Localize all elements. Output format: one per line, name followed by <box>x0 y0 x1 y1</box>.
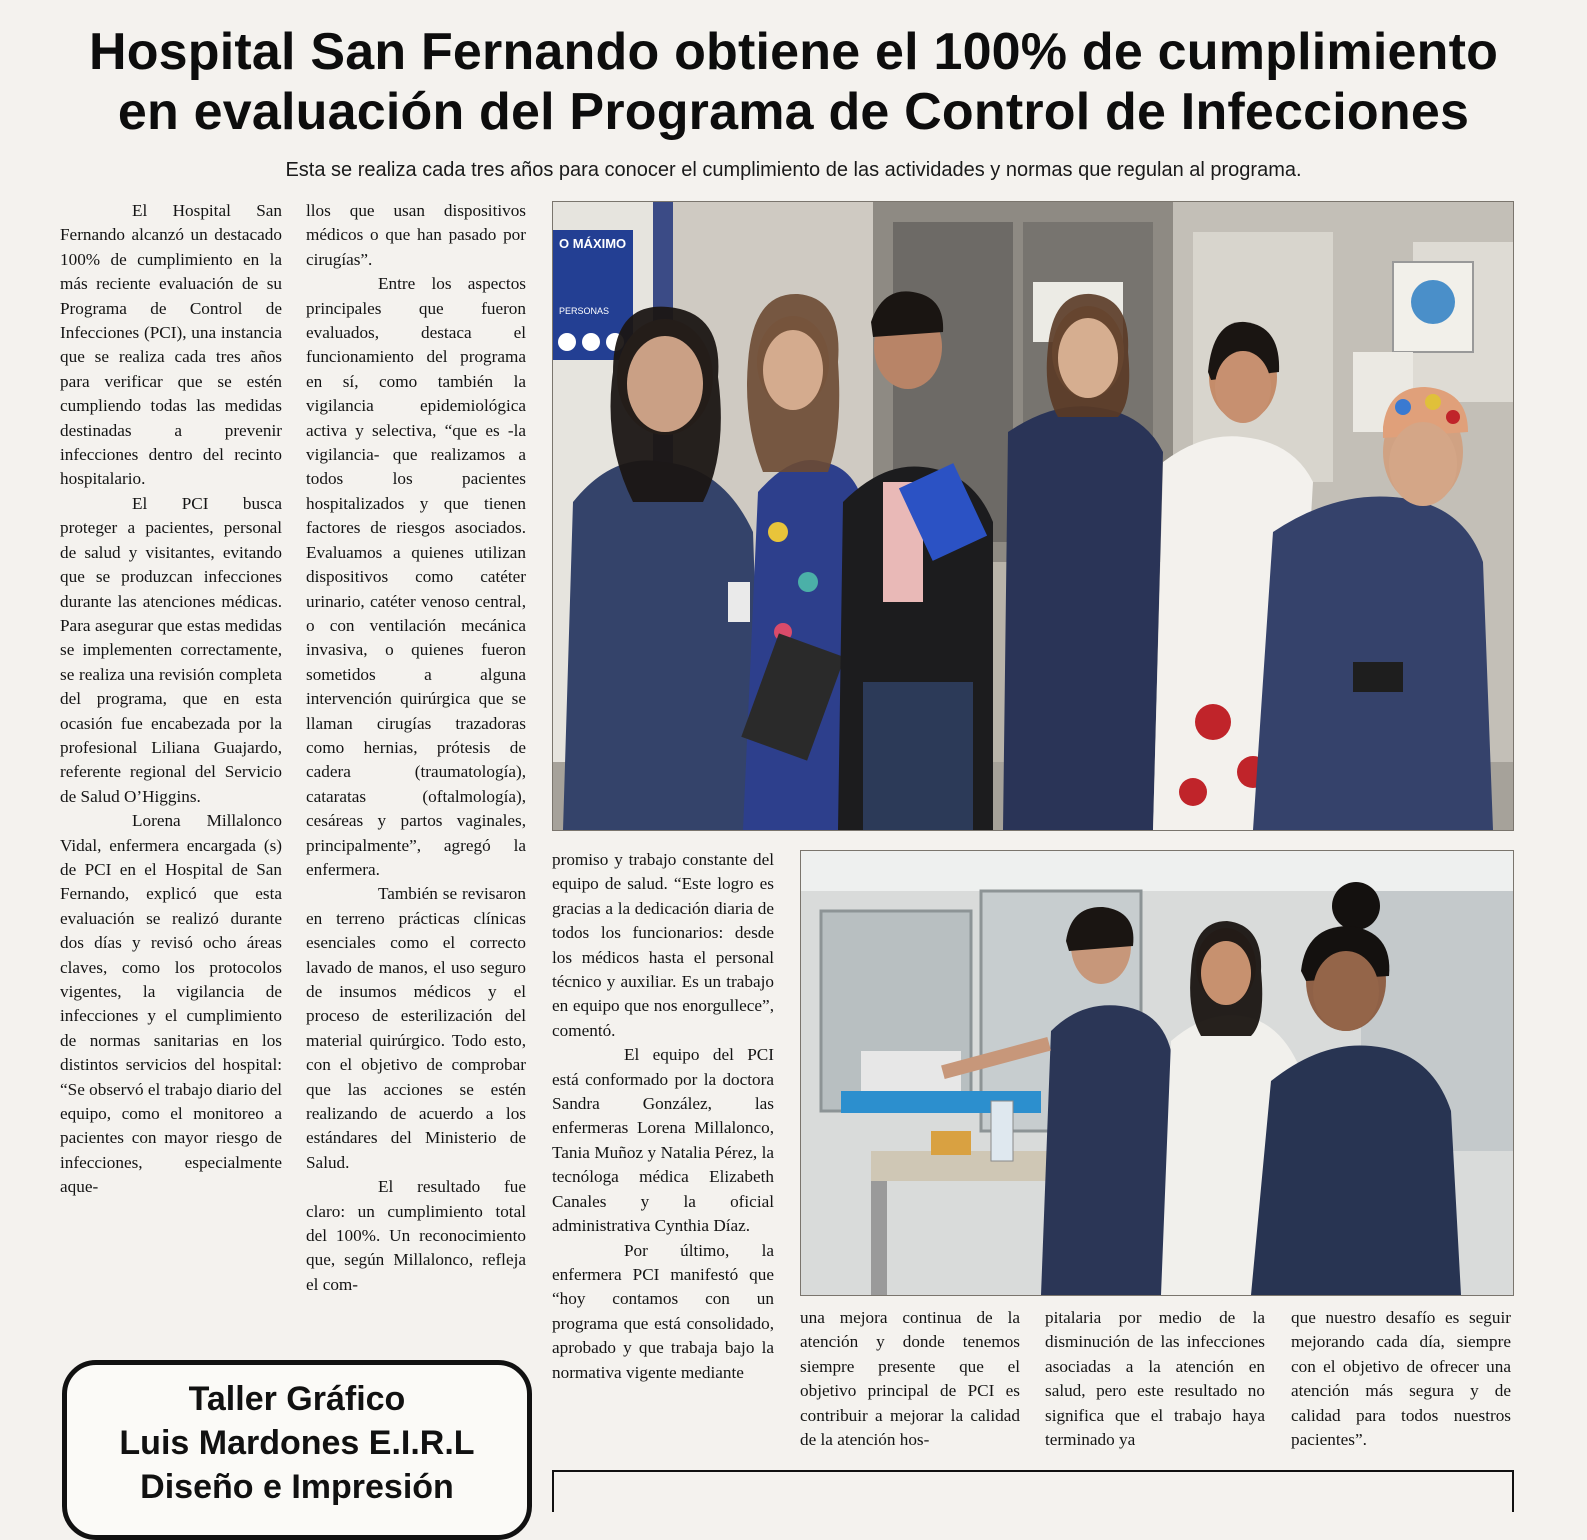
article-column-4: una mejora continua de la atención y donde tenemos siempre presente que el objetivo principal de PCI es contribuir a mejorar la calidad de la atención hos- <box>800 1308 1020 1450</box>
subheadline: Esta se realiza cada tres años para conocer el cumplimiento de las actividades y normas que regulan al programa. <box>285 159 1302 181</box>
evaluation-photo <box>800 850 1514 1296</box>
headline-line-2: en evaluación del Programa de Control de Infecciones <box>117 83 1470 141</box>
article-column-3 <box>552 848 774 1385</box>
bottom-ad-frame <box>552 1470 1514 1512</box>
ad-line-2: Luis Mardones E.I.R.L <box>119 1424 475 1462</box>
paragraph: El Hospital San Fernando alcanzó un destacado 100% de cumplimiento en la más reciente evaluación de su Programa de Control de Infecciones (PCI), una instancia que se realiza cada tres años para verificar que se estén cumpliendo todas las medidas destinadas a prevenir infecciones dentro del recinto hospitalario. <box>60 201 282 489</box>
evaluation-photo-art <box>801 851 1513 1295</box>
article-column-1 <box>60 199 282 1200</box>
ad-line-1: Taller Gráfico <box>188 1380 406 1418</box>
paragraph: El PCI busca proteger a pacientes, personal de salud y visitantes, evitando que se produzcan infecciones durante las atenciones médicas. Para asegurar que estas medidas se implementen correctamente, se realiza una revisión completa del programa, que en esta ocasión fue encabezada por la profesional Liliana Guajardo, referente regional del Servicio de Salud O’Higgins. <box>60 493 282 806</box>
sign-title: O MÁXIMO <box>559 236 627 251</box>
team-group-photo-art <box>553 202 1513 830</box>
sign-sub: PERSONAS <box>559 306 610 316</box>
paragraph: llos que usan dispositivos médicos o que han pasado por cirugías”. <box>306 201 526 269</box>
paragraph: promiso y trabajo constante del equipo de salud. “Este logro es gracias a la dedicación diaria de todos los funcionarios: desde los médicos hasta el personal técnico y auxiliar. Es un trabajo en equipo que nos enorgullece”, comentó. <box>552 850 774 1040</box>
paragraph: Entre los aspectos principales que fueron evaluados, destaca el funcionamiento del programa en sí, como también la vigilancia epidemiológica activa y selectiva, “que es -la vigilancia- que realizamos a todos los pacientes hospitalizados y que tienen factores de riesgos asociados. Evaluamos a quienes utilizan dispositivos como catéter urinario, catéter venoso central, o con ventilación mecánica invasiva, o quienes fueron sometidos a alguna intervención quirúrgica que se llaman cirugías trazadoras como hernias, prótesis de cadera (traumatología), cataratas (oftalmología), cesáreas y partos vaginales, principalmente”, agregó la enfermera. <box>306 274 526 879</box>
article-column-5: pitalaria por medio de la disminución de las infecciones asociadas a la atención en salud, pero este resultado no significa que el trabajo haya terminado ya <box>1045 1308 1265 1450</box>
paragraph: El resultado fue claro: un cumplimiento total del 100%. Un reconocimiento que, según Millalonco, refleja el com- <box>306 1177 526 1294</box>
ad-line-3: Diseño e Impresión <box>140 1468 454 1506</box>
team-group-photo <box>552 201 1514 831</box>
paragraph: Por último, la enfermera PCI manifestó que “hoy contamos con un programa que está consolidado, aprobado y que trabaja bajo la normativa vigente mediante <box>552 1240 774 1382</box>
paragraph: Lorena Millalonco Vidal, enfermera encargada (s) de PCI en el Hospital de San Fernando, explicó que esta evaluación se realizó durante dos días y revisó ocho áreas claves, como los protocolos vigentes, la vigilancia de infecciones y el cumplimiento de normas sanitarias en los distintos servicios del hospital: “Se observó el trabajo diario del equipo, como el monitoreo a pacientes con mayor riesgo de infecciones, especialmente aque- <box>60 811 282 1197</box>
article-column-2 <box>306 199 526 1297</box>
headline <box>20 22 1567 142</box>
article-column-6: que nuestro desafío es seguir mejorando cada día, siempre con el objetivo de ofrecer una atención más segura y de calidad para todos nuestros pacientes”. <box>1291 1308 1511 1450</box>
headline-line-1: Hospital San Fernando obtiene el 100% de cumplimiento <box>88 23 1499 81</box>
paragraph: El equipo del PCI está conformado por la doctora Sandra González, las enfermeras Lorena Millalonco, Tania Muñoz y Natalia Pérez, la tecnóloga médica Elizabeth Canales y la oficial administrativa Cynthia Díaz. <box>552 1045 774 1236</box>
paragraph: También se revisaron en terreno prácticas clínicas esenciales como el correcto lavado de manos, el uso seguro de insumos médicos y el proceso de esterilización del material quirúrgico. Todo esto, con el objetivo de comprobar que las acciones se estén realizando de acuerdo a los estándares del Ministerio de Salud. <box>306 884 526 1172</box>
print-shop-ad <box>62 1360 532 1540</box>
